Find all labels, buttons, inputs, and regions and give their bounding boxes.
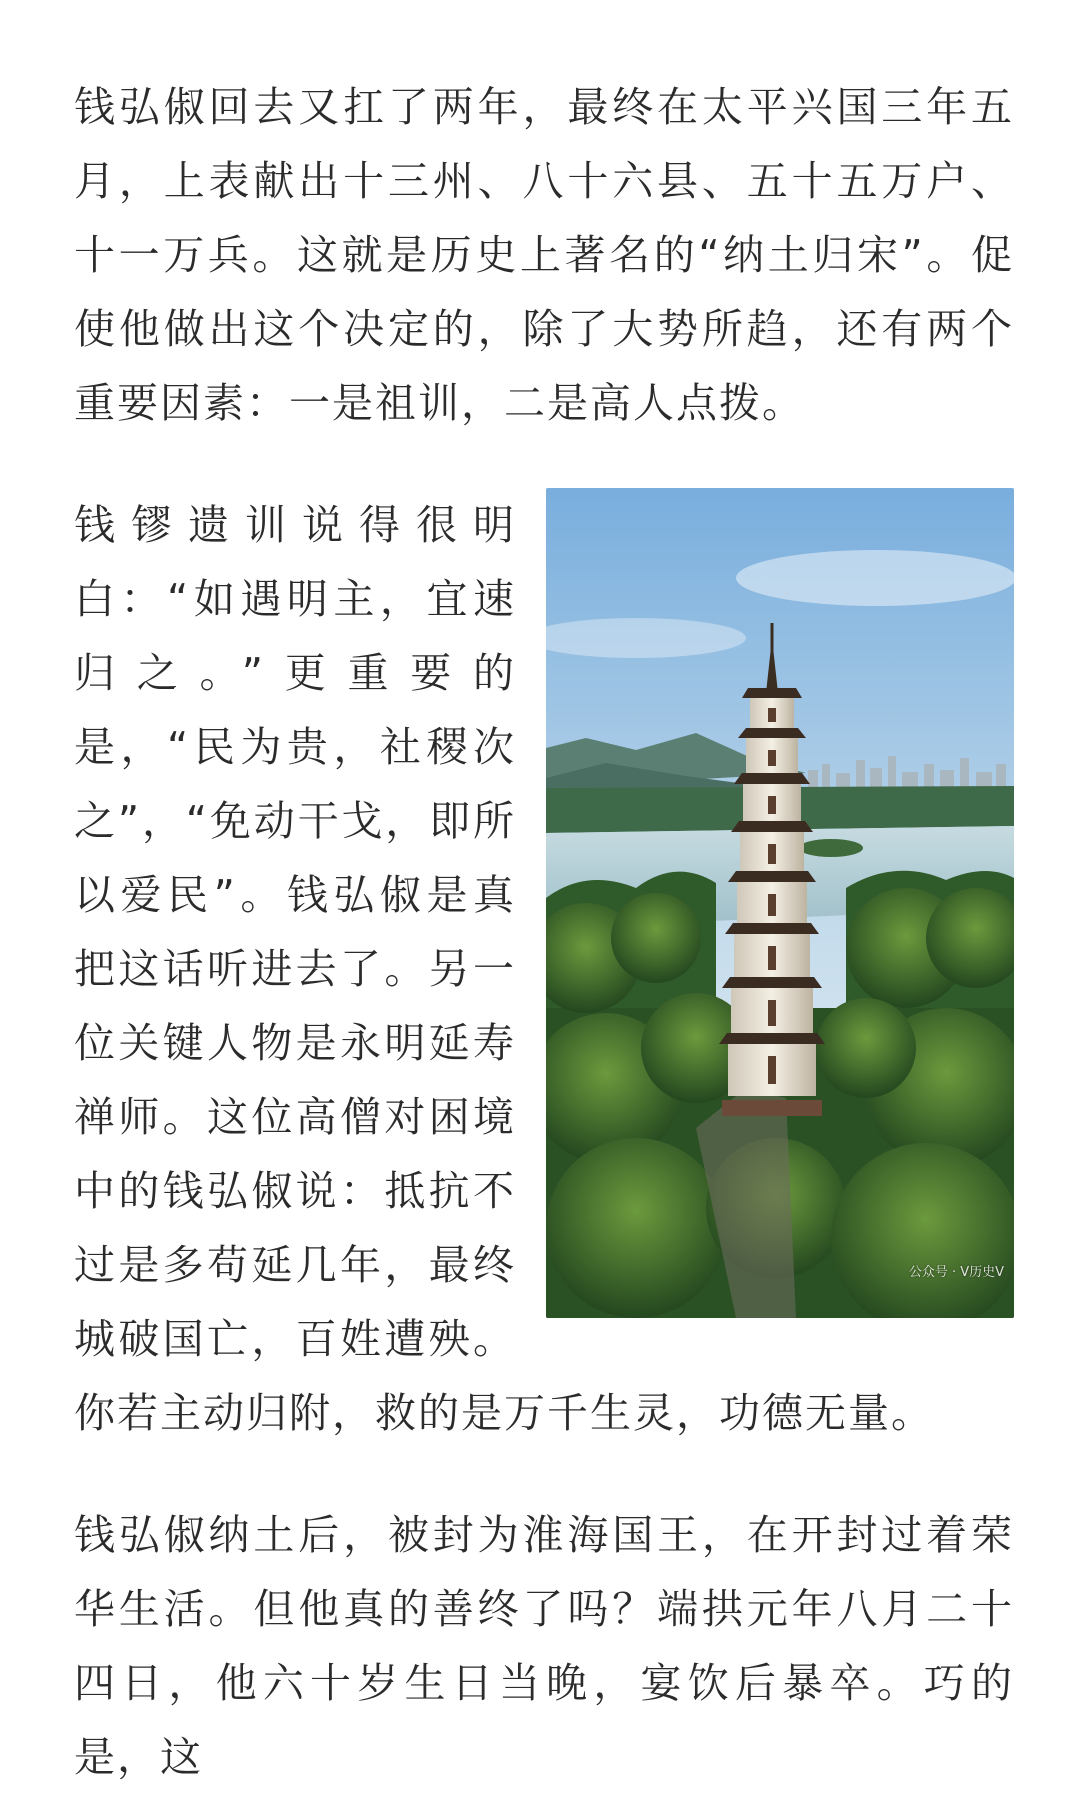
article xyxy=(74,70,1014,1794)
paragraph-1: 钱弘俶回去又扛了两年，最终在太平兴国三年五月，上表献出十三州、八十六县、五十五万户、十一万兵。这就是历史上著名的“纳土归宋”。促使他做出这个决定的，除了大势所趋，还有两个重要因素：一是祖训，二是高人点拨。 xyxy=(74,83,1014,427)
image-watermark: 公众号 · V历史V xyxy=(908,1265,1004,1280)
pagoda-photo xyxy=(546,488,1014,1318)
paragraph-2: 钱镠遗训说得很明白：“如遇明主，宜速归之。”更重要的是，“民为贵，社稷次之”，“免动干戈，即所以爱民”。钱弘俶是真把这话听进去了。另一位关键人物是永明延寿禅师。这位高僧对困境中的钱弘俶说：抵抗不过是多苟延几年，最终城破国亡，百姓遭殃。你若主动归附，救的是万千生灵，功德无量。 xyxy=(74,501,934,1437)
paragraph-2-with-figure xyxy=(74,488,1014,1450)
paragraph-3: 钱弘俶纳土后，被封为淮海国王，在开封过着荣华生活。但他真的善终了吗？端拱元年八月二十四日，他六十岁生日当晚，宴饮后暴卒。巧的是，这 xyxy=(74,1511,1014,1781)
